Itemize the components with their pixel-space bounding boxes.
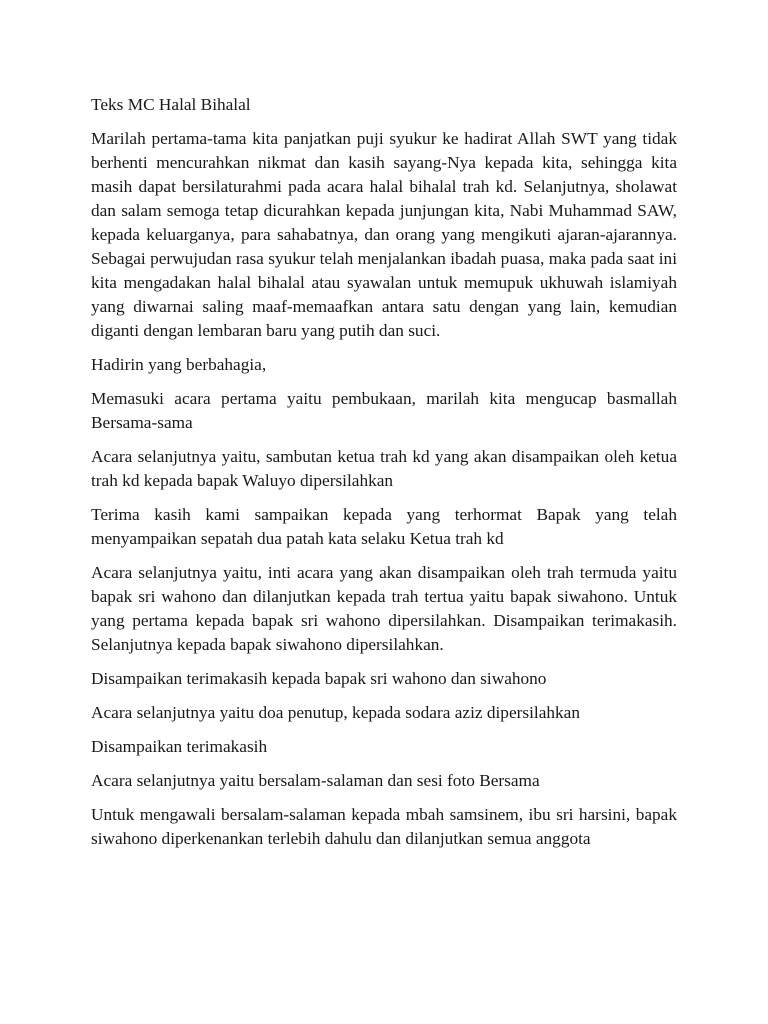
document-title: Teks MC Halal Bihalal [91,95,251,114]
paragraph-thanks-chair: Terima kasih kami sampaikan kepada yang terhormat Bapak yang telah menyampaikan sepatah dua patah kata selaku Ketua trah kd [91,505,677,548]
paragraph-opening: Memasuki acara pertama yaitu pembukaan, marilah kita mengucap basmallah Bersama-sama [91,389,677,432]
paragraph-main-event: Acara selanjutnya yaitu, inti acara yang akan disampaikan oleh trah termuda yaitu bapak sri wahono dan dilanjutkan kepada trah tertua yaitu bapak siwahono. Untuk yang pertama kepada bapak sri wahono dipersilahkan. Disampaikan terimakasih. Selanjutnya kepada bapak siwahono dipersilahkan. [91,563,677,654]
paragraph-handshake-order: Untuk mengawali bersalam-salaman kepada mbah samsinem, ibu sri harsini, bapak siwahono diperkenankan terlebih dahulu dan dilanjutkan semua anggota [91,805,677,848]
paragraph-chair-speech: Acara selanjutnya yaitu, sambutan ketua trah kd yang akan disampaikan oleh ketua trah kd kepada bapak Waluyo dipersilahkan [91,447,677,490]
document-body [91,93,677,861]
paragraph-greeting: Hadirin yang berbahagia, [91,355,267,374]
paragraph-closing-prayer: Acara selanjutnya yaitu doa penutup, kepada sodara aziz dipersilahkan [91,703,580,722]
paragraph-thanks: Disampaikan terimakasih [91,737,268,756]
paragraph-opening-prayer: Marilah pertama-tama kita panjatkan puji syukur ke hadirat Allah SWT yang tidak berhenti mencurahkan nikmat dan kasih sayang-Nya kepada kita, sehingga kita masih dapat bersilaturahmi pada acara halal bihalal trah kd. Selanjutnya, sholawat dan salam semoga tetap dicurahkan kepada junjungan kita, Nabi Muhammad SAW, kepada keluarganya, para sahabatnya, dan orang yang mengikuti ajaran-ajarannya. Sebagai perwujudan rasa syukur telah menjalankan ibadah puasa, maka pada saat ini kita mengadakan halal bihalal atau syawalan untuk memupuk ukhuwah islamiyah yang diwarnai saling maaf-memaafkan antara satu dengan yang lain, kemudian diganti dengan lembaran baru yang putih dan suci. [91,129,677,340]
paragraph-photo-session: Acara selanjutnya yaitu bersalam-salaman dan sesi foto Bersama [91,771,540,790]
paragraph-thanks-speakers: Disampaikan terimakasih kepada bapak sri wahono dan siwahono [91,669,547,688]
